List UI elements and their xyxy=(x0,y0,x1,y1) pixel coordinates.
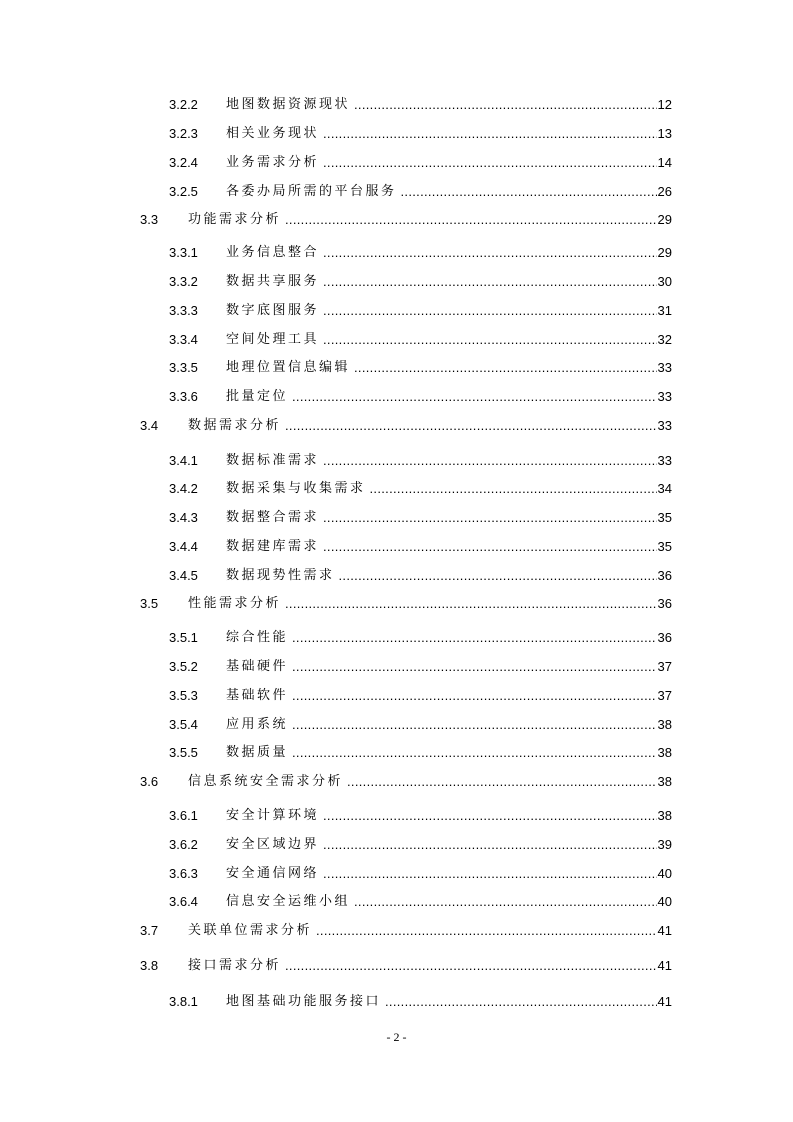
toc-entry-number: 3.5.3 xyxy=(169,688,198,703)
toc-entry-title: 地图基础功能服务接口 xyxy=(226,994,382,1009)
toc-entry-title: 应用系统 xyxy=(226,717,289,732)
toc-entry-page: 38 xyxy=(657,717,672,732)
toc-entry[interactable] xyxy=(169,387,672,407)
toc-entry-page: 12 xyxy=(657,97,672,112)
toc-entry-number: 3.6.4 xyxy=(169,894,198,909)
toc-entry[interactable] xyxy=(169,479,672,499)
toc-leader-dots xyxy=(285,416,657,436)
toc-entry-title: 综合性能 xyxy=(226,630,289,645)
toc-entry-number: 3.5.1 xyxy=(169,630,198,645)
toc-leader-dots xyxy=(370,479,657,499)
toc-entry-title: 数据标准需求 xyxy=(226,453,320,468)
toc-section-entry[interactable] xyxy=(140,956,672,976)
toc-entry-title: 数据需求分析 xyxy=(188,418,282,433)
toc-section-entry[interactable] xyxy=(140,772,672,792)
toc-entry[interactable] xyxy=(169,566,672,586)
toc-entry-number: 3.3.2 xyxy=(169,274,198,289)
toc-entry-title: 功能需求分析 xyxy=(188,212,282,227)
toc-leader-dots xyxy=(339,566,657,586)
toc-entry-page: 32 xyxy=(657,332,672,347)
toc-entry-page: 13 xyxy=(657,126,672,141)
toc-entry-number: 3.7 xyxy=(140,923,159,938)
toc-entry-page: 29 xyxy=(657,212,672,227)
toc-entry-title: 信息系统安全需求分析 xyxy=(188,774,344,789)
toc-entry-page: 26 xyxy=(657,184,672,199)
toc-entry-page: 38 xyxy=(657,745,672,760)
toc-entry-page: 29 xyxy=(657,245,672,260)
toc-entry[interactable] xyxy=(169,451,672,471)
toc-leader-dots xyxy=(285,210,657,230)
toc-entry-page: 33 xyxy=(657,360,672,375)
toc-entry-number: 3.4.5 xyxy=(169,568,198,583)
toc-entry-page: 37 xyxy=(657,688,672,703)
toc-leader-dots xyxy=(385,992,657,1012)
toc-entry-title: 地理位置信息编辑 xyxy=(226,360,351,375)
toc-entry[interactable] xyxy=(169,508,672,528)
toc-entry-title: 空间处理工具 xyxy=(226,332,320,347)
toc-leader-dots xyxy=(323,508,657,528)
toc-entry[interactable] xyxy=(169,182,672,202)
toc-leader-dots xyxy=(323,451,657,471)
toc-entry-page: 39 xyxy=(657,837,672,852)
toc-entry-title: 数据整合需求 xyxy=(226,510,320,525)
toc-entry-title: 批量定位 xyxy=(226,389,289,404)
toc-entry[interactable] xyxy=(169,657,672,677)
toc-leader-dots xyxy=(354,358,657,378)
toc-entry-number: 3.2.5 xyxy=(169,184,198,199)
toc-entry-number: 3.3 xyxy=(140,212,159,227)
toc-entry-page: 41 xyxy=(657,923,672,938)
toc-entry-page: 40 xyxy=(657,866,672,881)
toc-entry-number: 3.2.3 xyxy=(169,126,198,141)
toc-entry-page: 35 xyxy=(657,510,672,525)
toc-section-entry[interactable] xyxy=(140,210,672,230)
toc-entry-number: 3.6.1 xyxy=(169,808,198,823)
toc-entry-title: 安全通信网络 xyxy=(226,866,320,881)
toc-entry-title: 基础硬件 xyxy=(226,659,289,674)
toc-leader-dots xyxy=(401,182,657,202)
toc-entry-title: 信息安全运维小组 xyxy=(226,894,351,909)
toc-entry-page: 36 xyxy=(657,596,672,611)
toc-entry-number: 3.8 xyxy=(140,958,159,973)
toc-entry-page: 37 xyxy=(657,659,672,674)
toc-section-entry[interactable] xyxy=(140,594,672,614)
toc-entry-page: 36 xyxy=(657,568,672,583)
toc-entry[interactable] xyxy=(169,992,672,1012)
toc-leader-dots xyxy=(285,594,657,614)
toc-leader-dots xyxy=(323,835,657,855)
toc-entry[interactable] xyxy=(169,95,672,115)
toc-leader-dots xyxy=(354,95,657,115)
toc-entry-title: 数据采集与收集需求 xyxy=(226,481,366,496)
toc-leader-dots xyxy=(292,715,657,735)
toc-entry-number: 3.4.2 xyxy=(169,481,198,496)
toc-entry[interactable] xyxy=(169,806,672,826)
toc-leader-dots xyxy=(323,864,657,884)
toc-entry-number: 3.8.1 xyxy=(169,994,198,1009)
toc-entry-page: 33 xyxy=(657,453,672,468)
toc-leader-dots xyxy=(285,956,657,976)
toc-entry-page: 14 xyxy=(657,155,672,170)
toc-entry-title: 关联单位需求分析 xyxy=(188,923,313,938)
toc-leader-dots xyxy=(316,921,657,941)
toc-entry-page: 36 xyxy=(657,630,672,645)
toc-entry-title: 数据质量 xyxy=(226,745,289,760)
toc-leader-dots xyxy=(347,772,657,792)
toc-entry[interactable] xyxy=(169,715,672,735)
toc-entry[interactable] xyxy=(169,301,672,321)
toc-entry-title: 安全区域边界 xyxy=(226,837,320,852)
toc-leader-dots xyxy=(292,387,657,407)
toc-entry-number: 3.5.2 xyxy=(169,659,198,674)
toc-entry-number: 3.5.5 xyxy=(169,745,198,760)
toc-entry-number: 3.3.1 xyxy=(169,245,198,260)
toc-leader-dots xyxy=(323,806,657,826)
toc-entry-number: 3.6.3 xyxy=(169,866,198,881)
toc-entry-page: 41 xyxy=(657,958,672,973)
toc-entry[interactable] xyxy=(169,537,672,557)
toc-entry-page: 41 xyxy=(657,994,672,1009)
toc-entry-page: 35 xyxy=(657,539,672,554)
toc-entry-title: 数据共享服务 xyxy=(226,274,320,289)
toc-entry-title: 接口需求分析 xyxy=(188,958,282,973)
toc-entry-title: 业务信息整合 xyxy=(226,245,320,260)
toc-leader-dots xyxy=(323,272,657,292)
toc-leader-dots xyxy=(323,301,657,321)
toc-entry-page: 34 xyxy=(657,481,672,496)
toc-entry-title: 数字底图服务 xyxy=(226,303,320,318)
toc-entry[interactable] xyxy=(169,686,672,706)
toc-leader-dots xyxy=(292,657,657,677)
toc-entry-page: 33 xyxy=(657,418,672,433)
toc-leader-dots xyxy=(292,686,657,706)
toc-entry-title: 相关业务现状 xyxy=(226,126,320,141)
toc-entry-page: 38 xyxy=(657,774,672,789)
toc-leader-dots xyxy=(323,537,657,557)
toc-leader-dots xyxy=(292,743,657,763)
toc-entry-number: 3.3.5 xyxy=(169,360,198,375)
toc-entry-number: 3.6 xyxy=(140,774,159,789)
toc-leader-dots xyxy=(323,124,657,144)
toc-entry-page: 31 xyxy=(657,303,672,318)
toc-entry-number: 3.4 xyxy=(140,418,159,433)
toc-entry-number: 3.4.1 xyxy=(169,453,198,468)
toc-section-entry[interactable] xyxy=(140,921,672,941)
toc-leader-dots xyxy=(323,330,657,350)
toc-entry-number: 3.3.4 xyxy=(169,332,198,347)
toc-entry-number: 3.3.3 xyxy=(169,303,198,318)
toc-entry-title: 数据建库需求 xyxy=(226,539,320,554)
toc-entry[interactable] xyxy=(169,330,672,350)
toc-entry[interactable] xyxy=(169,153,672,173)
toc-entry-number: 3.6.2 xyxy=(169,837,198,852)
toc-entry[interactable] xyxy=(169,864,672,884)
page-number-footer: - 2 - xyxy=(386,1030,407,1044)
toc-entry-page: 38 xyxy=(657,808,672,823)
toc-entry-number: 3.2.4 xyxy=(169,155,198,170)
toc-entry-title: 安全计算环境 xyxy=(226,808,320,823)
toc-leader-dots xyxy=(292,628,657,648)
toc-entry-page: 33 xyxy=(657,389,672,404)
toc-entry-title: 基础软件 xyxy=(226,688,289,703)
toc-entry[interactable] xyxy=(169,243,672,263)
toc-entry-number: 3.2.2 xyxy=(169,97,198,112)
toc-entry[interactable] xyxy=(169,124,672,144)
toc-entry-number: 3.4.3 xyxy=(169,510,198,525)
toc-entry[interactable] xyxy=(169,358,672,378)
toc-entry-title: 各委办局所需的平台服务 xyxy=(226,184,397,199)
toc-entry-number: 3.4.4 xyxy=(169,539,198,554)
toc-entry[interactable] xyxy=(169,628,672,648)
toc-section-entry[interactable] xyxy=(140,416,672,436)
toc-entry-page: 30 xyxy=(657,274,672,289)
toc-entry[interactable] xyxy=(169,835,672,855)
toc-leader-dots xyxy=(323,153,657,173)
toc-entry[interactable] xyxy=(169,743,672,763)
toc-leader-dots xyxy=(323,243,657,263)
toc-leader-dots xyxy=(354,892,657,912)
toc-entry-number: 3.3.6 xyxy=(169,389,198,404)
toc-entry-page: 40 xyxy=(657,894,672,909)
toc-entry-title: 性能需求分析 xyxy=(188,596,282,611)
toc-entry-title: 业务需求分析 xyxy=(226,155,320,170)
toc-entry[interactable] xyxy=(169,272,672,292)
toc-entry-title: 数据现势性需求 xyxy=(226,568,335,583)
toc-entry[interactable] xyxy=(169,892,672,912)
toc-entry-title: 地图数据资源现状 xyxy=(226,97,351,112)
toc-entry-number: 3.5.4 xyxy=(169,717,198,732)
toc-entry-number: 3.5 xyxy=(140,596,159,611)
